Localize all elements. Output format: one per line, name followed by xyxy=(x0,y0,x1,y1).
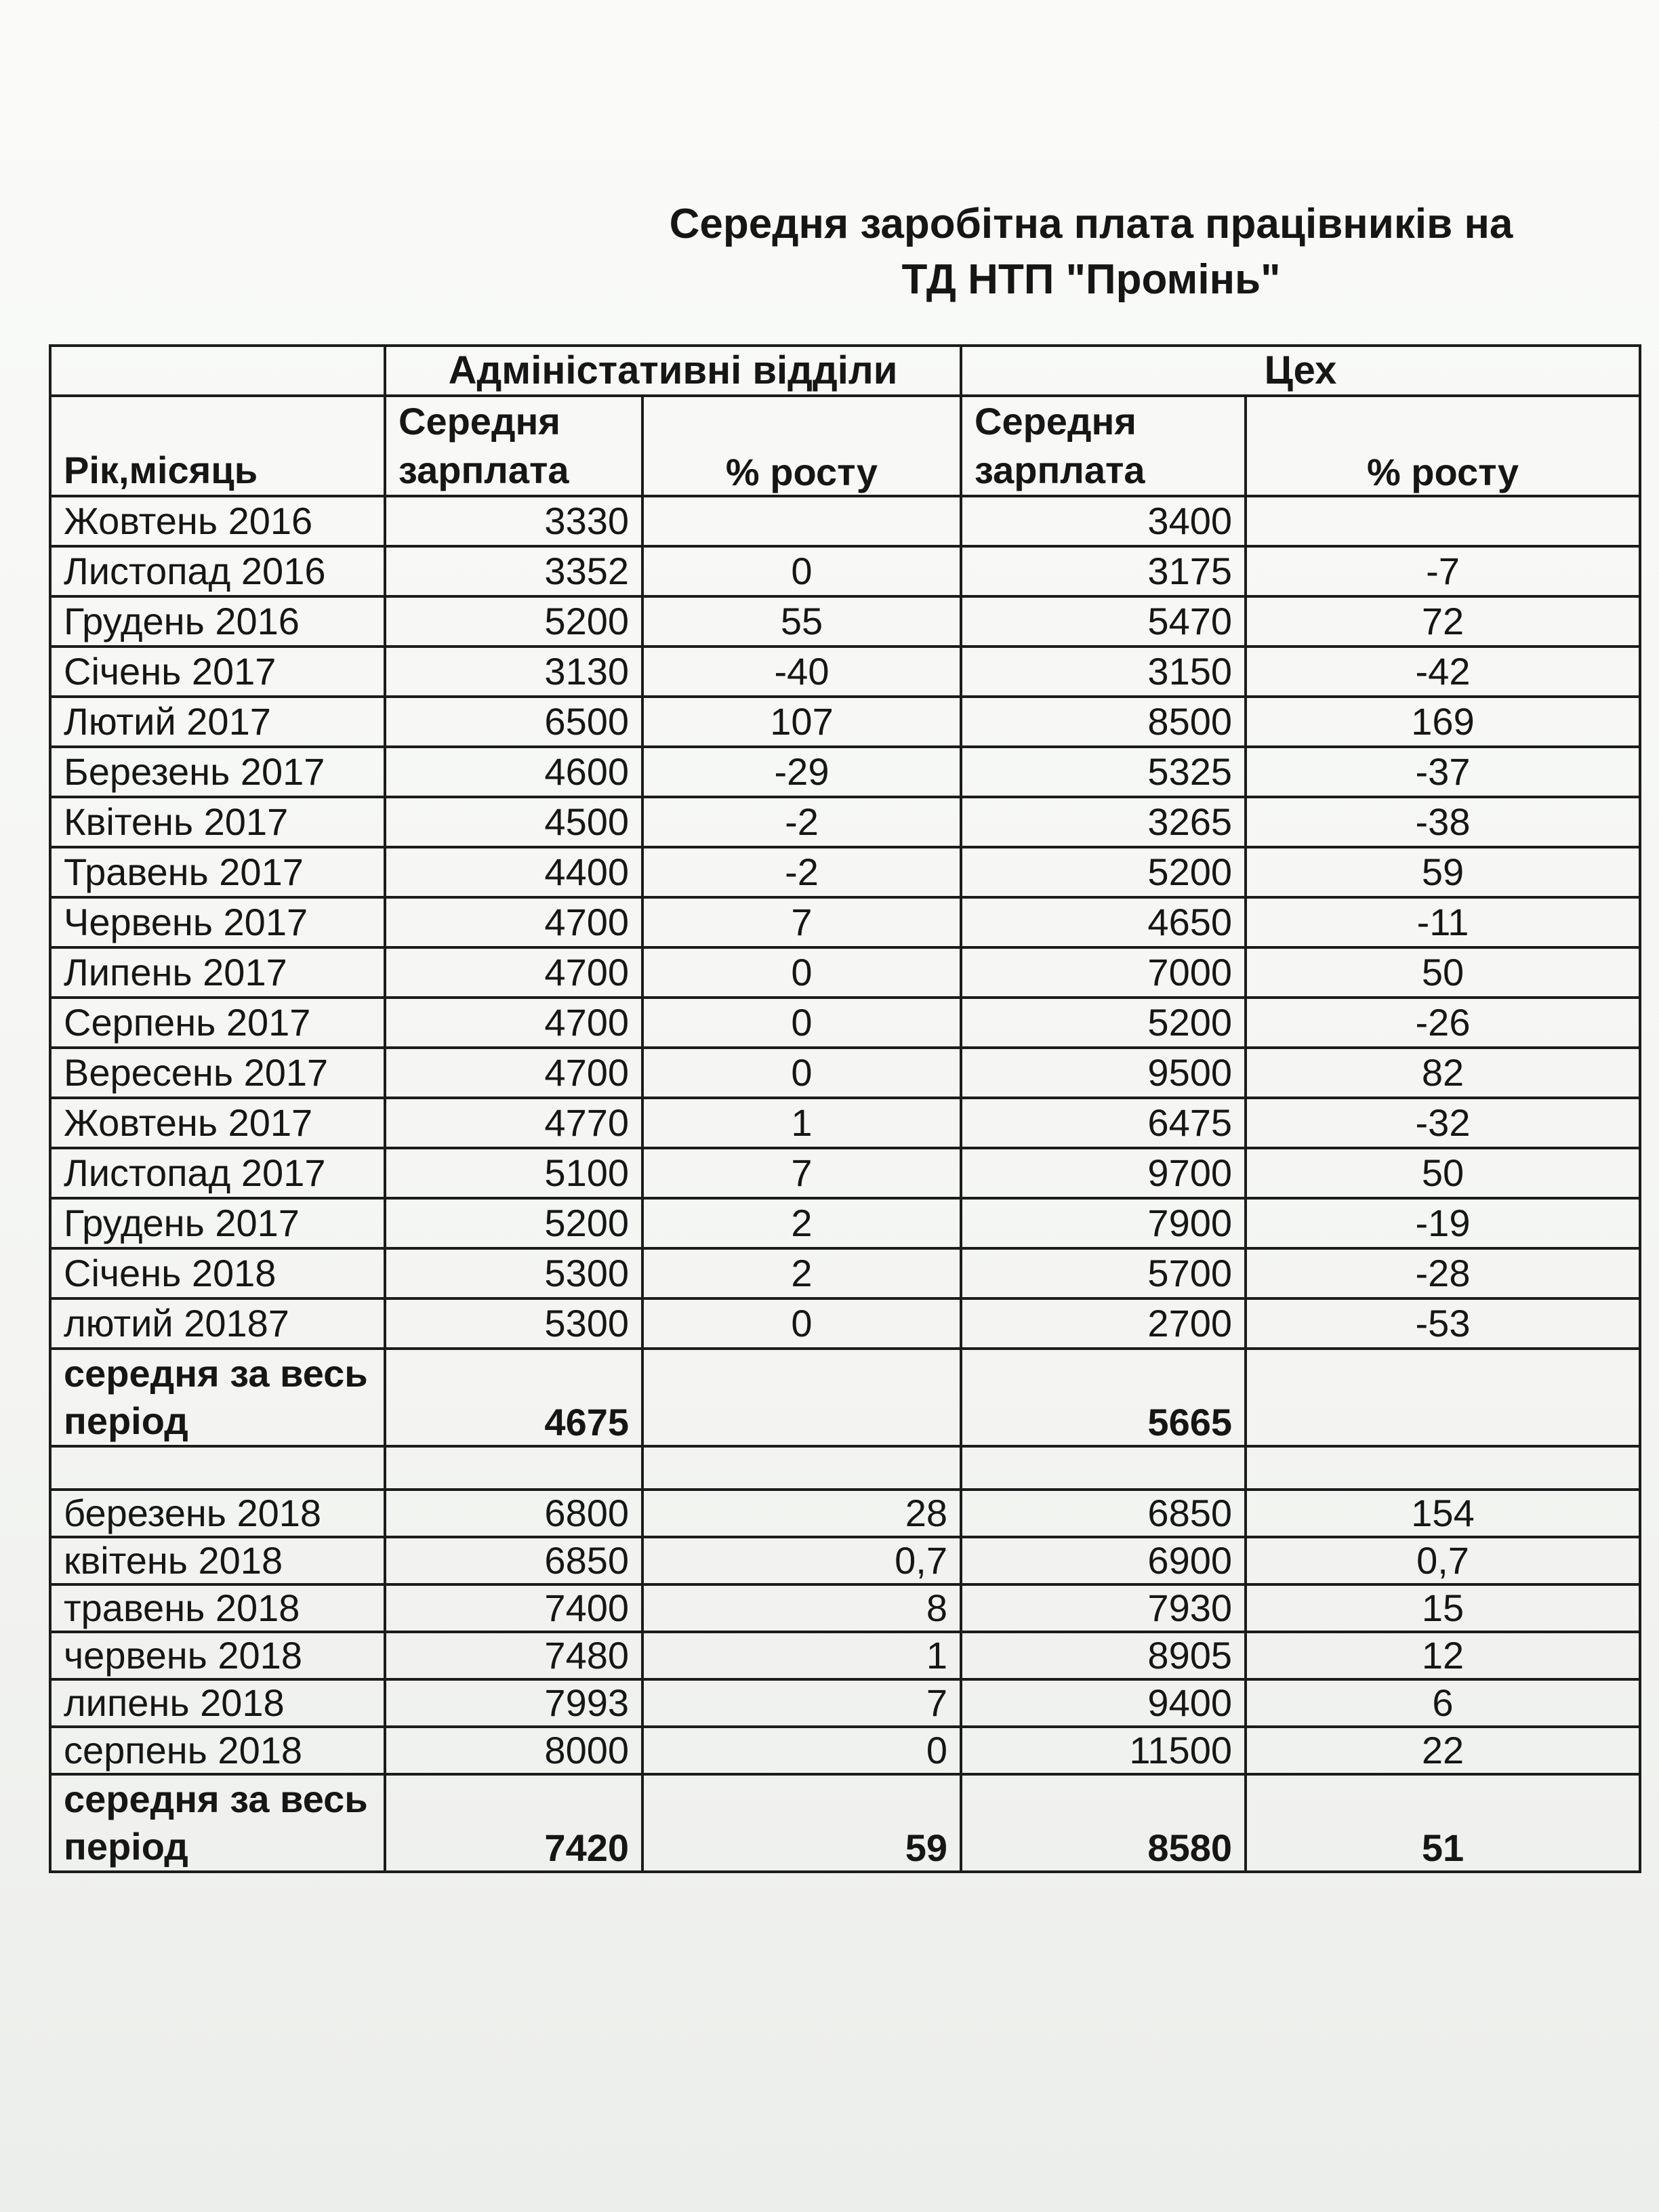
month-cell: квітень 2018 xyxy=(50,1537,385,1584)
month-cell: Жовтень 2017 xyxy=(50,1098,385,1148)
header-year-month: Рік,місяць xyxy=(50,396,385,496)
shop-growth-cell: -19 xyxy=(1246,1198,1640,1248)
shop-growth-cell: 169 xyxy=(1246,697,1640,747)
header-columns-row xyxy=(50,396,1640,496)
month-cell: червень 2018 xyxy=(50,1632,385,1679)
admin-growth-cell: 0 xyxy=(642,1298,961,1349)
shop-salary-cell: 3265 xyxy=(961,797,1246,847)
shop-salary-cell: 6850 xyxy=(961,1490,1246,1537)
admin-salary-cell: 4600 xyxy=(385,747,642,797)
admin-growth-cell xyxy=(642,496,961,546)
header-shop-avg-salary: Середня зарплата xyxy=(961,396,1246,496)
month-cell: травень 2018 xyxy=(50,1584,385,1632)
shop-growth-cell: 72 xyxy=(1246,596,1640,647)
admin-growth-cell: 2 xyxy=(642,1248,961,1298)
month-cell: Січень 2018 xyxy=(50,1248,385,1298)
summary-row xyxy=(50,1349,1640,1446)
shop-salary-cell: 6900 xyxy=(961,1537,1246,1584)
admin-growth-cell: 0 xyxy=(642,1048,961,1098)
document-title xyxy=(583,197,1599,308)
empty-cell xyxy=(1246,1446,1640,1490)
admin-growth-cell: 7 xyxy=(642,1148,961,1198)
month-cell: березень 2018 xyxy=(50,1490,385,1537)
table-row xyxy=(50,596,1640,647)
admin-growth-cell: 0 xyxy=(642,546,961,596)
shop-salary-cell: 5700 xyxy=(961,1248,1246,1298)
summary-shop-salary: 5665 xyxy=(961,1349,1246,1446)
summary-shop-salary: 8580 xyxy=(961,1774,1246,1872)
admin-growth-cell: -29 xyxy=(642,747,961,797)
admin-growth-cell: 28 xyxy=(642,1490,961,1537)
header-shop-growth: % росту xyxy=(1246,396,1640,496)
shop-growth-cell: -11 xyxy=(1246,897,1640,947)
month-cell: Березень 2017 xyxy=(50,747,385,797)
shop-growth-cell: -37 xyxy=(1246,747,1640,797)
month-cell: Січень 2017 xyxy=(50,647,385,697)
shop-growth-cell xyxy=(1246,496,1640,546)
shop-growth-cell: -53 xyxy=(1246,1298,1640,1349)
summary-admin-growth: 59 xyxy=(642,1774,961,1872)
admin-growth-cell: -2 xyxy=(642,847,961,897)
table-row xyxy=(50,647,1640,697)
month-cell: Серпень 2017 xyxy=(50,998,385,1048)
header-admin-growth: % росту xyxy=(642,396,961,496)
summary-row xyxy=(50,1774,1640,1872)
empty-cell xyxy=(642,1446,961,1490)
table-row xyxy=(50,1098,1640,1148)
shop-growth-cell: 82 xyxy=(1246,1048,1640,1098)
shop-salary-cell: 3150 xyxy=(961,647,1246,697)
shop-salary-cell: 8500 xyxy=(961,697,1246,747)
shop-salary-cell: 11500 xyxy=(961,1727,1246,1774)
admin-salary-cell: 4770 xyxy=(385,1098,642,1148)
shop-salary-cell: 9500 xyxy=(961,1048,1246,1098)
shop-salary-cell: 5470 xyxy=(961,596,1246,647)
summary-admin-salary: 7420 xyxy=(385,1774,642,1872)
summary-shop-growth: 51 xyxy=(1246,1774,1640,1872)
table-row xyxy=(50,1537,1640,1584)
summary-admin-growth xyxy=(642,1349,961,1446)
shop-growth-cell: 59 xyxy=(1246,847,1640,897)
admin-salary-cell: 4700 xyxy=(385,897,642,947)
admin-salary-cell: 4700 xyxy=(385,998,642,1048)
admin-growth-cell: 0 xyxy=(642,998,961,1048)
shop-salary-cell: 6475 xyxy=(961,1098,1246,1148)
admin-growth-cell: 2 xyxy=(642,1198,961,1248)
table-row xyxy=(50,847,1640,897)
month-cell: Лютий 2017 xyxy=(50,697,385,747)
month-cell: лютий 20187 xyxy=(50,1298,385,1349)
table-row xyxy=(50,546,1640,596)
shop-growth-cell: 15 xyxy=(1246,1584,1640,1632)
summary-label: середня за весь період xyxy=(50,1349,385,1446)
empty-cell xyxy=(961,1446,1246,1490)
empty-cell xyxy=(385,1446,642,1490)
table-row xyxy=(50,496,1640,546)
month-cell: серпень 2018 xyxy=(50,1727,385,1774)
shop-growth-cell: -28 xyxy=(1246,1248,1640,1298)
month-cell: Вересень 2017 xyxy=(50,1048,385,1098)
shop-salary-cell: 5200 xyxy=(961,847,1246,897)
month-cell: Червень 2017 xyxy=(50,897,385,947)
admin-growth-cell: 0,7 xyxy=(642,1537,961,1584)
shop-salary-cell: 5200 xyxy=(961,998,1246,1048)
admin-growth-cell: 1 xyxy=(642,1632,961,1679)
admin-salary-cell: 4500 xyxy=(385,797,642,847)
table-row xyxy=(50,998,1640,1048)
table-row xyxy=(50,947,1640,998)
table-row xyxy=(50,1298,1640,1349)
table-row xyxy=(50,1632,1640,1679)
month-cell: липень 2018 xyxy=(50,1679,385,1727)
admin-salary-cell: 5100 xyxy=(385,1148,642,1198)
shop-salary-cell: 3400 xyxy=(961,496,1246,546)
empty-cell xyxy=(50,1446,385,1490)
summary-admin-salary: 4675 xyxy=(385,1349,642,1446)
shop-salary-cell: 4650 xyxy=(961,897,1246,947)
table-row xyxy=(50,897,1640,947)
admin-salary-cell: 4400 xyxy=(385,847,642,897)
shop-salary-cell: 5325 xyxy=(961,747,1246,797)
table-row xyxy=(50,1148,1640,1198)
admin-growth-cell: -40 xyxy=(642,647,961,697)
shop-salary-cell: 2700 xyxy=(961,1298,1246,1349)
admin-growth-cell: 7 xyxy=(642,1679,961,1727)
shop-growth-cell: 154 xyxy=(1246,1490,1640,1537)
title-line-2: ТД НТП "Промінь" xyxy=(901,256,1281,303)
shop-growth-cell: 50 xyxy=(1246,947,1640,998)
admin-salary-cell: 6800 xyxy=(385,1490,642,1537)
admin-growth-cell: 0 xyxy=(642,1727,961,1774)
admin-growth-cell: 1 xyxy=(642,1098,961,1148)
admin-growth-cell: 55 xyxy=(642,596,961,647)
summary-label: середня за весь період xyxy=(50,1774,385,1872)
table-row xyxy=(50,1490,1640,1537)
shop-growth-cell: -7 xyxy=(1246,546,1640,596)
header-empty-cell xyxy=(50,346,385,396)
admin-growth-cell: 7 xyxy=(642,897,961,947)
month-cell: Травень 2017 xyxy=(50,847,385,897)
admin-growth-cell: 107 xyxy=(642,697,961,747)
admin-salary-cell: 7480 xyxy=(385,1632,642,1679)
table-row xyxy=(50,1727,1640,1774)
admin-salary-cell: 3352 xyxy=(385,546,642,596)
header-admin-departments: Адміністативні відділи xyxy=(385,346,961,396)
shop-salary-cell: 3175 xyxy=(961,546,1246,596)
month-cell: Грудень 2016 xyxy=(50,596,385,647)
shop-salary-cell: 9400 xyxy=(961,1679,1246,1727)
table-row xyxy=(50,797,1640,847)
shop-growth-cell: 0,7 xyxy=(1246,1537,1640,1584)
month-cell: Квітень 2017 xyxy=(50,797,385,847)
shop-growth-cell: -38 xyxy=(1246,797,1640,847)
month-cell: Листопад 2017 xyxy=(50,1148,385,1198)
shop-growth-cell: 50 xyxy=(1246,1148,1640,1198)
shop-salary-cell: 8905 xyxy=(961,1632,1246,1679)
admin-salary-cell: 5200 xyxy=(385,1198,642,1248)
shop-growth-cell: 6 xyxy=(1246,1679,1640,1727)
admin-growth-cell: 8 xyxy=(642,1584,961,1632)
shop-growth-cell: -42 xyxy=(1246,647,1640,697)
admin-salary-cell: 6500 xyxy=(385,697,642,747)
summary-shop-growth xyxy=(1246,1349,1640,1446)
salary-table xyxy=(49,344,1641,1873)
table-row xyxy=(50,1679,1640,1727)
admin-salary-cell: 7993 xyxy=(385,1679,642,1727)
admin-salary-cell: 4700 xyxy=(385,1048,642,1098)
month-cell: Грудень 2017 xyxy=(50,1198,385,1248)
header-admin-avg-salary: Середня зарплата xyxy=(385,396,642,496)
table-row xyxy=(50,1584,1640,1632)
admin-salary-cell: 7400 xyxy=(385,1584,642,1632)
admin-salary-cell: 8000 xyxy=(385,1727,642,1774)
month-cell: Липень 2017 xyxy=(50,947,385,998)
admin-salary-cell: 3330 xyxy=(385,496,642,546)
table-row xyxy=(50,1198,1640,1248)
admin-salary-cell: 5200 xyxy=(385,596,642,647)
header-group-row xyxy=(50,346,1640,396)
shop-salary-cell: 7930 xyxy=(961,1584,1246,1632)
table-row xyxy=(50,747,1640,797)
shop-salary-cell: 7900 xyxy=(961,1198,1246,1248)
admin-salary-cell: 5300 xyxy=(385,1298,642,1349)
spacer-row xyxy=(50,1446,1640,1490)
month-cell: Листопад 2016 xyxy=(50,546,385,596)
shop-growth-cell: -26 xyxy=(1246,998,1640,1048)
admin-salary-cell: 3130 xyxy=(385,647,642,697)
table-row xyxy=(50,697,1640,747)
admin-salary-cell: 4700 xyxy=(385,947,642,998)
table-row xyxy=(50,1048,1640,1098)
title-line-1: Середня заробітна плата працівників на xyxy=(669,201,1513,247)
admin-salary-cell: 6850 xyxy=(385,1537,642,1584)
shop-growth-cell: 22 xyxy=(1246,1727,1640,1774)
shop-salary-cell: 7000 xyxy=(961,947,1246,998)
admin-salary-cell: 5300 xyxy=(385,1248,642,1298)
shop-growth-cell: 12 xyxy=(1246,1632,1640,1679)
admin-growth-cell: -2 xyxy=(642,797,961,847)
shop-salary-cell: 9700 xyxy=(961,1148,1246,1198)
month-cell: Жовтень 2016 xyxy=(50,496,385,546)
shop-growth-cell: -32 xyxy=(1246,1098,1640,1148)
admin-growth-cell: 0 xyxy=(642,947,961,998)
header-workshop: Цех xyxy=(961,346,1640,396)
table-row xyxy=(50,1248,1640,1298)
